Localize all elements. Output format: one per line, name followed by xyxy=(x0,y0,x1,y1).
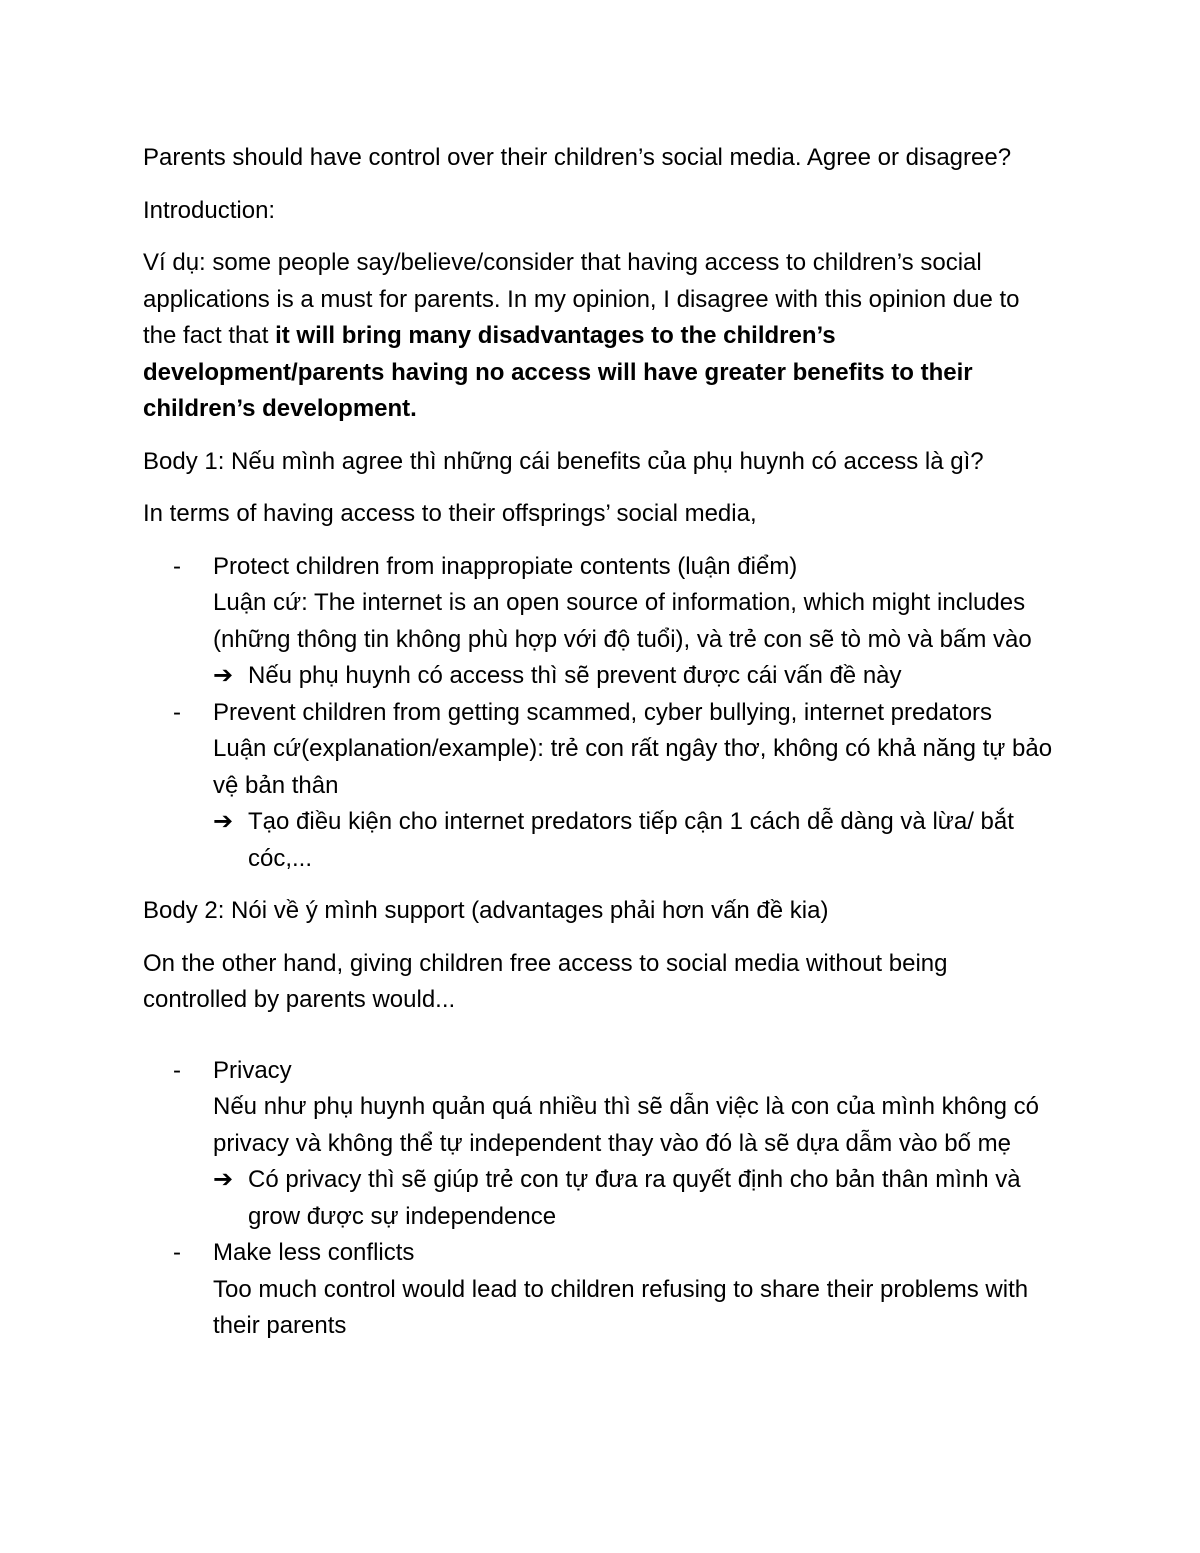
body1-heading: Body 1: Nếu mình agree thì những cái benefits của phụ huynh có access là gì? xyxy=(143,447,984,475)
intro-heading: Introduction: xyxy=(143,196,276,224)
body2-lead: On the other hand, giving children free access to social media without being controlled by parents would... xyxy=(143,949,948,1013)
body2-heading: Body 2: Nói về ý mình support (advantages phải hơn vấn đề kia) xyxy=(143,897,829,924)
list-item-point: Make less conflicts xyxy=(213,1239,415,1266)
list-item-conclusion-row xyxy=(213,658,1053,695)
list-item-conclusion-row xyxy=(213,1162,1053,1235)
list-item xyxy=(143,695,1053,878)
intro-paragraph xyxy=(143,245,1053,428)
list-item-evidence: Too much control would lead to children refusing to share their problems with their parents xyxy=(213,1275,1029,1339)
intro-text: Ví dụ: some people say/believe/consider that having access to children’s social applications is a must for parents. In my opinion, I disagree with this opinion due to the fact that xyxy=(143,249,1020,349)
list-item xyxy=(143,1053,1053,1236)
list-item-evidence: Luận cứ: The internet is an open source of information, which might includes (những thông tin không phù hợp với độ tuổi), và trẻ con sẽ tò mò và bấm vào xyxy=(213,589,1032,653)
intro-bold-text: it will bring many disadvantages to the children’s development/parents having no access will have greater benefits to their children’s development. xyxy=(143,322,973,422)
arrow-icon: ➔ xyxy=(213,1166,234,1193)
list-item-point: Privacy xyxy=(213,1056,292,1084)
body1-list xyxy=(143,549,1200,878)
dash-bullet: - xyxy=(173,1239,181,1266)
list-item-point: Prevent children from getting scammed, cyber bullying, internet predators xyxy=(213,698,993,726)
body1-lead: In terms of having access to their offsprings’ social media, xyxy=(143,500,757,527)
list-item-evidence: Nếu như phụ huynh quản quá nhiều thì sẽ dẫn việc là con của mình không có privacy và không thể tự independent thay vào đó là sẽ dựa dẫm vào bố mẹ xyxy=(213,1093,1039,1157)
dash-bullet: - xyxy=(173,552,181,580)
arrow-icon: ➔ xyxy=(213,662,234,689)
body2-list xyxy=(143,1053,1200,1345)
list-item-conclusion: Tạo điều kiện cho internet predators tiếp cận 1 cách dễ dàng và lừa/ bắt cóc,... xyxy=(248,808,1014,872)
list-item-evidence: Luận cứ(explanation/example): trẻ con rất ngây thơ, không có khả năng tự bảo vệ bản thân xyxy=(213,735,1053,799)
arrow-icon: ➔ xyxy=(213,808,234,835)
dash-bullet: - xyxy=(173,698,181,726)
list-item xyxy=(143,549,1053,695)
essay-title: Parents should have control over their children’s social media. Agree or disagree? xyxy=(143,144,1012,171)
list-item-conclusion: Có privacy thì sẽ giúp trẻ con tự đưa ra quyết định cho bản thân mình và grow được sự independence xyxy=(248,1166,1021,1230)
dash-bullet: - xyxy=(173,1056,181,1084)
list-item-conclusion: Nếu phụ huynh có access thì sẽ prevent được cái vấn đề này xyxy=(248,662,902,689)
list-item xyxy=(143,1235,1053,1345)
list-item-point: Protect children from inappropiate contents (luận điểm) xyxy=(213,552,798,580)
list-item-conclusion-row xyxy=(213,804,1053,877)
